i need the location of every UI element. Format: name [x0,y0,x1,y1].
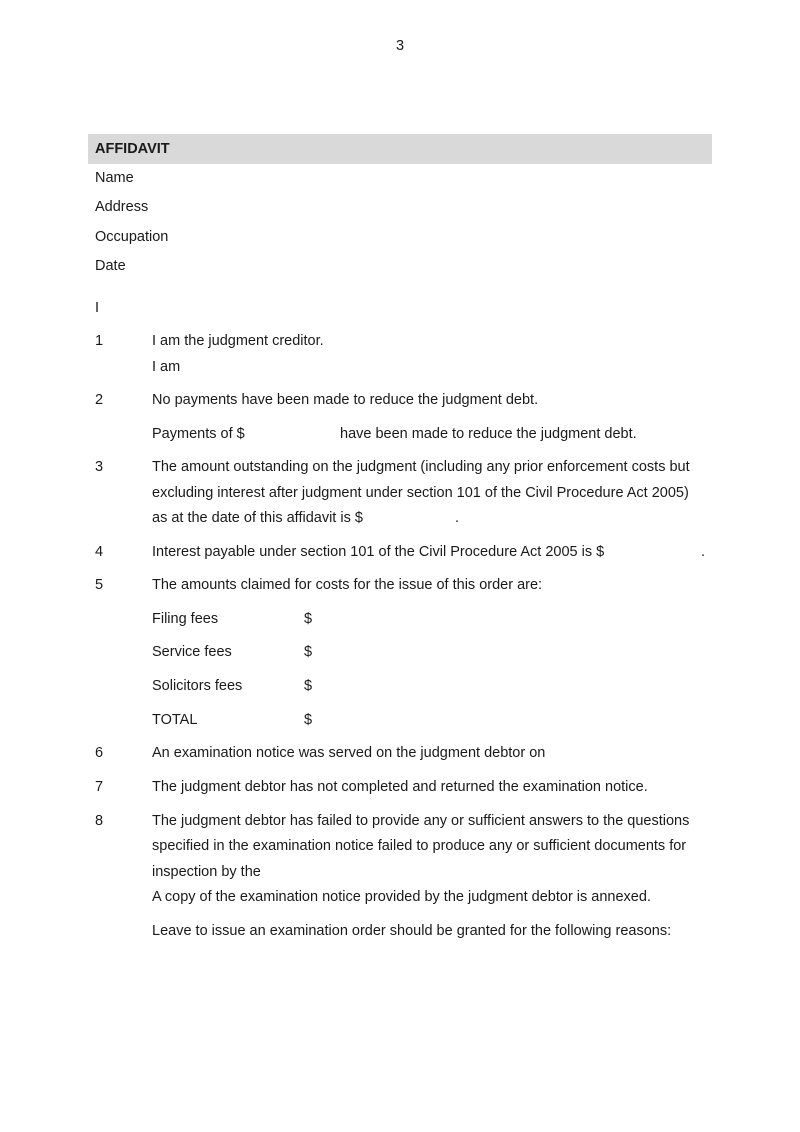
field-name-label: Name [95,170,134,186]
paragraph-text: A copy of the examination notice provided by the judgment debtor is annexed. [152,889,651,905]
paragraph-text: The amount outstanding on the judgment (including any prior enforcement costs but [152,459,690,475]
cost-label: TOTAL [152,712,198,728]
paragraph-text: have been made to reduce the judgment debt. [340,426,637,442]
paragraph-text: . [701,544,706,560]
cost-label: Filing fees [152,611,219,627]
paragraph-text: as at the date of this affidavit is $ [152,510,363,526]
paragraph-text: excluding interest after judgment under section 101 of the Civil Procedure Act 2005) [152,485,689,501]
paragraph-text: inspection by the [152,864,261,880]
paragraph-text: I am the judgment creditor. [152,333,324,349]
paragraph-text: The judgment debtor has not completed and returned the examination notice. [152,779,648,795]
deponent-prefix: I [95,300,100,316]
paragraph-number: 7 [95,779,104,795]
cost-label: Solicitors fees [152,678,243,694]
cost-label: Service fees [152,644,232,660]
cost-currency: $ [304,678,313,694]
paragraph-text: I am [152,359,181,375]
paragraph-text: . [455,510,460,526]
cost-currency: $ [304,644,313,660]
paragraph-number: 3 [95,459,104,475]
paragraph-text: The judgment debtor has failed to provide any or sufficient answers to the questions [152,813,690,829]
paragraph-text: Interest payable under section 101 of the Civil Procedure Act 2005 is $ [152,544,605,560]
paragraph-text: specified in the examination notice failed to produce any or sufficient documents for [152,838,687,854]
affidavit-title-bar [88,134,712,164]
cost-currency: $ [304,712,313,728]
paragraph-text: The amounts claimed for costs for the issue of this order are: [152,577,543,593]
paragraph-number: 5 [95,577,104,593]
field-date-label: Date [95,258,126,274]
paragraph-text: Leave to issue an examination order should be granted for the following reasons: [152,923,672,939]
paragraph-number: 6 [95,745,104,761]
paragraph-number: 8 [95,813,104,829]
page-number: 3 [395,38,405,54]
cost-currency: $ [304,611,313,627]
paragraph-text: No payments have been made to reduce the judgment debt. [152,392,539,408]
field-occupation-label: Occupation [95,229,169,245]
affidavit-title: AFFIDAVIT [95,141,170,157]
field-address-label: Address [95,199,149,215]
paragraph-number: 4 [95,544,104,560]
paragraph-text: An examination notice was served on the judgment debtor on [152,745,546,761]
paragraph-text: Payments of $ [152,426,245,442]
paragraph-number: 1 [95,333,104,349]
paragraph-number: 2 [95,392,104,408]
